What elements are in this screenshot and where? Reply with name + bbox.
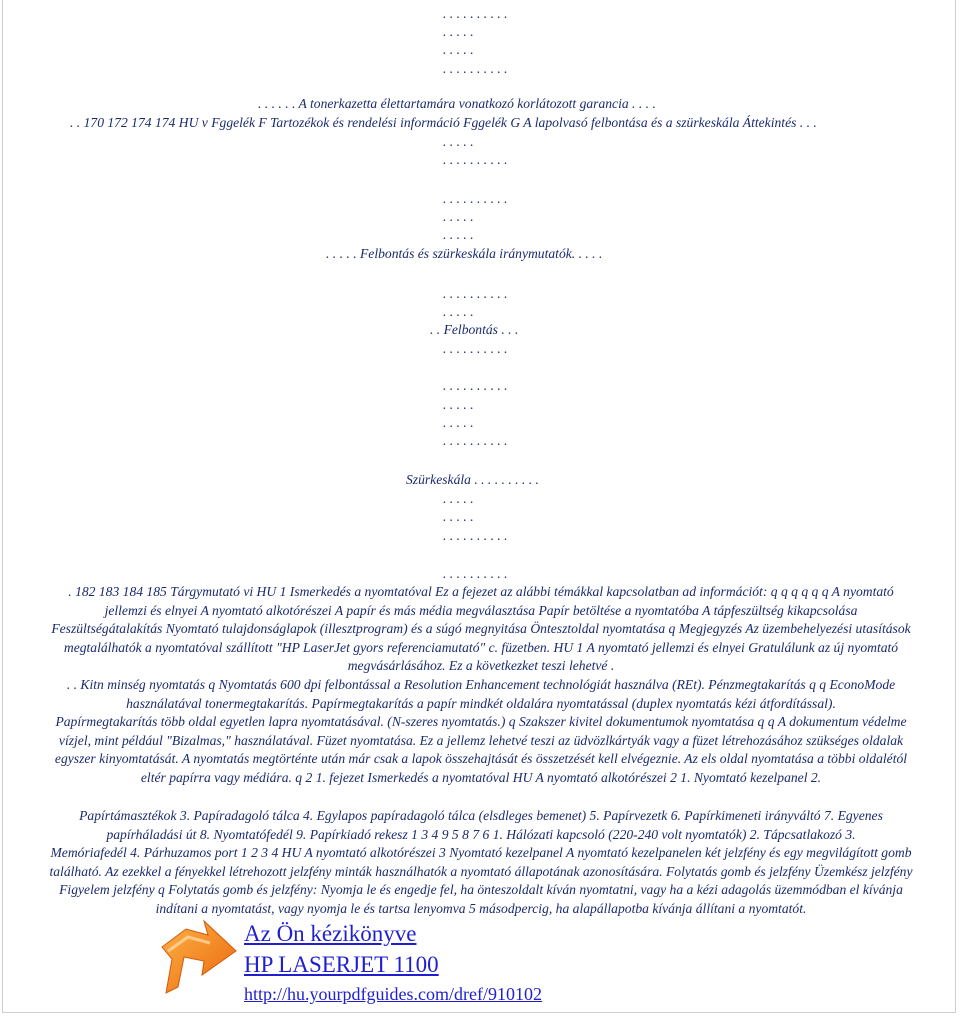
toc-line: . . . . . . . . . .: [443, 528, 508, 543]
toc-line: . . . . . Felbontás és szürkeskála iránymutatók. . . . .: [326, 246, 603, 261]
paragraph-line: található. Az ezekkel a fényekkel létrehozott jelzfény minták használhatók a nyomtató állapotának azonosítására. Folytatás gomb és jelzfény Üzemkész jelzfény: [49, 863, 913, 879]
manual-title-link[interactable]: Az Ön kézikönyve: [244, 921, 417, 946]
paragraph-line: használatával tonermegtakarítás. Papírmegtakarítás a papír mindkét oldalára nyomtatással (duplex nyomtatás kézi átfordítással).: [126, 695, 836, 711]
paragraph-line: indítani a nyomtatást, vagy nyomja le és tartsa lenyomva 5 másodpercig, ha alapállapotba kívánja állítani a nyomtatót.: [155, 900, 807, 916]
toc-line: . . Felbontás . . .: [430, 322, 519, 337]
manual-url-link[interactable]: http://hu.yourpdfguides.com/dref/910102: [244, 984, 542, 1004]
toc-line: . . . . . . . . . .: [443, 191, 508, 206]
body-paragraph-1: [6, 583, 956, 788]
toc-line: . . . . . . . . . .: [443, 61, 508, 76]
paragraph-line: megvásárlásához. Ez a következket teszi lehetvé .: [347, 658, 615, 674]
paragraph-line: Papírmegtakarítás több oldal egyetlen lapra nyomtatásával. (N-szeres nyomtatás.) q Szakszer kivitel dokumentumok nyomtatása q q A dokumentum védelme: [55, 714, 907, 730]
paragraph-line: Feszültségátalakítás Nyomtató tulajdonságlapok (illesztprogram) és a súgó megnyitása Öntesztoldal nyomtatása q Megjegyzés Az üzembehelyezési utasítások: [51, 621, 911, 637]
body-paragraph-2: [6, 807, 956, 919]
paragraph-line: . . Kitn minség nyomtatás q Nyomtatás 600 dpi felbontással a Resolution Enhancement technológiát használva (REt). Pénzmegtakarítás q q EconoMode: [66, 676, 896, 692]
toc-line: . . . . .: [443, 209, 474, 224]
paragraph-line: eltér papírra vagy médiára. q 2 1. fejezet Ismerkedés a nyomtatóval HU A nyomtató alkotórészei 2 1. Nyomtató kezelpanel 2.: [140, 769, 822, 785]
toc-line: . . . . . . . . . .: [443, 566, 508, 581]
toc-line: Szürkeskála . . . . . . . . . .: [406, 472, 539, 487]
toc-line: . . 170 172 174 174 HU v Fggelék F Tartozékok és rendelési információ Fggelék G A lapolvasó felbontása és a szürkeskála Áttekintés . . .: [70, 115, 817, 130]
toc-line: . . . . .: [443, 509, 474, 524]
toc-line: . . . . .: [443, 304, 474, 319]
paragraph-line: egyszer kinyomtatását. A nyomtatás megtörténte után már csak a lapok összehajtását és összetzését kell elvégeznie. Az els oldal nyomtatása a többi oldalétól: [54, 751, 908, 767]
paragraph-line: vízjel, mint például "Bizalmas," használatával. Füzet nyomtatása. Ez a jellemz lehetvé teszi az üdvözlkártyák vagy a füzet létrehozásához szükséges oldalak: [58, 732, 904, 748]
toc-line: . . . . .: [443, 24, 474, 39]
toc-line: . . . . . . . . . .: [443, 286, 508, 301]
toc-line: . . . . .: [443, 415, 474, 430]
product-name-link[interactable]: HP LASERJET 1100: [244, 952, 439, 977]
toc-line: . . . . . . . . . .: [443, 152, 508, 167]
toc-line: . . . . .: [443, 134, 474, 149]
toc-line: . . . . .: [443, 42, 474, 57]
toc-line: . . . . . . A tonerkazetta élettartamára vonatkozó korlátozott garancia . . . .: [258, 96, 656, 111]
toc-line: . . . . .: [443, 491, 474, 506]
toc-line: . . . . . . . . . .: [443, 6, 508, 21]
toc-line: . . . . . . . . . .: [443, 341, 508, 356]
paragraph-line: Figyelem jelzfény q Folytatás gomb és jelzfény: Nyomja le és engedje fel, ha önteszoldalt kíván nyomtatni, vagy ha a kézi adagolás üzemmódban el kívánja: [59, 882, 903, 898]
toc-line: . . . . . . . . . .: [443, 378, 508, 393]
paragraph-line: papírháladási út 8. Nyomtatófedél 9. Papírkiadó rekesz 1 3 4 9 5 8 7 6 1. Hálózati kapcsoló (220-240 volt nyomtatók) 2. Tápcsatlakozó 3.: [106, 826, 856, 842]
paragraph-line: Memóriafedél 4. Párhuzamos port 1 2 3 4 HU A nyomtató alkotórészei 3 Nyomtató kezelpanel A nyomtató kezelpanelen két jelzfény és egy megvilágított gomb: [50, 845, 912, 861]
toc-line: . . . . .: [443, 397, 474, 412]
toc-line: . . . . .: [443, 227, 474, 242]
toc-line: . . . . . . . . . .: [443, 433, 508, 448]
paragraph-line: . 182 183 184 185 Tárgymutató vi HU 1 Ismerkedés a nyomtatóval Ez a fejezet az alábbi témákkal kapcsolatban ad információt: q q q q q q A nyomtató: [68, 584, 894, 599]
paragraph-line: Papírtámasztékok 3. Papíradagoló tálca 4. Egylapos papíradagoló tálca (elsdleges bemenet) 5. Papírvezetk 6. Papírkimeneti irányváltó 7. Egyenes: [79, 808, 883, 823]
orange-arrow-icon: [158, 917, 238, 995]
paragraph-line: jellemzi és elnyei A nyomtató alkotórészei A papír és más média megválasztása Papír betöltése a nyomtatóba A tápfeszültség kikapcsolása: [104, 602, 858, 618]
paragraph-line: megtalálhatók a nyomtatóval szállított "HP LaserJet gyors referenciamutató" c. füzetben. HU 1 A nyomtató jellemzi és elnyei Gratulálunk az új nyomtató: [63, 639, 899, 655]
